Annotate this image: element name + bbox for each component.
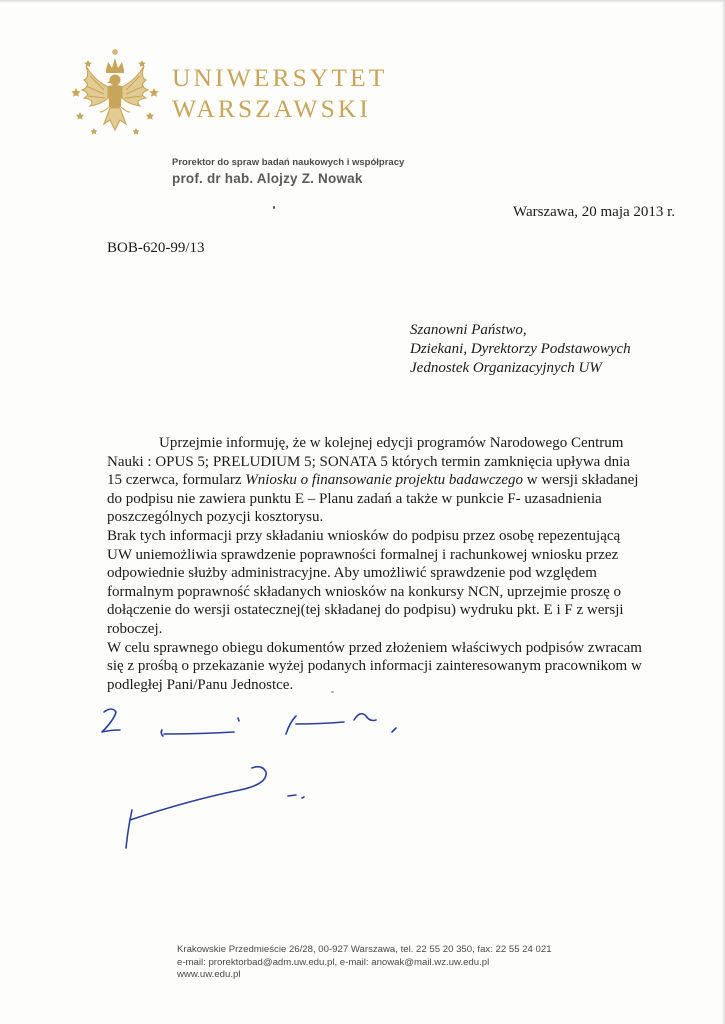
footer-address: Krakowskie Przedmieście 26/28, 00-927 Warszawa, tel. 22 55 20 350, fax: 22 55 24 021 xyxy=(177,944,552,955)
addressee-line: Szanowni Państwo, xyxy=(410,322,527,338)
addressee-line: Dziekani, Dyrektorzy Podstawowych xyxy=(410,341,631,357)
body-line xyxy=(107,471,639,490)
footer-emails: e-mail: prorektorbad@adm.uw.edu.pl, e-mail: anowak@mail.wz.uw.edu.pl xyxy=(177,956,490,968)
scan-speck xyxy=(273,206,275,209)
letter-footer xyxy=(177,944,552,982)
university-name-line1: UNIWERSYTET xyxy=(172,63,388,92)
body-line: roboczej. xyxy=(107,620,163,637)
addressee-line: Jednostek Organizacyjnych UW xyxy=(410,360,602,376)
reference-number: BOB-620-99/13 xyxy=(107,240,205,256)
body-line: odpowiednie służby administracyjne. Aby umożliwić sprawdzenie pod względem xyxy=(107,565,597,582)
addressee-block xyxy=(410,321,631,378)
footer-website: www.uw.edu.pl xyxy=(177,969,241,981)
scan-edge xyxy=(0,0,725,3)
body-line: Nauki : OPUS 5; PRELUDIUM 5; SONATA 5 których termin zamknięcia upływa dnia xyxy=(107,453,630,470)
prorector-name: prof. dr hab. Alojzy Z. Nowak xyxy=(172,171,363,186)
body-line: podległej Pani/Panu Jednostce. xyxy=(107,676,294,693)
crowned-eagle-emblem-icon xyxy=(64,40,166,144)
body-line: dołączenie do wersji ostatecznej(tej składanej do podpisu) wydruku pkt. E i F z wersji xyxy=(107,602,624,619)
handwritten-signature-icon xyxy=(90,700,430,860)
letter-date: Warszawa, 20 maja 2013 r. xyxy=(513,204,676,220)
body-line: się z prośbą o przekazanie wyżej podanych informacji zainteresowanym pracownikom w xyxy=(107,658,642,675)
university-name xyxy=(172,62,387,124)
university-name-line2: WARSZAWSKI xyxy=(172,94,371,123)
body-line: W celu sprawnego obiegu dokumentów przed złożeniem właściwych podpisów zwracam xyxy=(107,639,642,656)
body-line: do podpisu nie zawiera punktu E – Planu zadań a także w punkcie F- uzasadnienia xyxy=(107,490,602,507)
body-line: formalnym poprawność składanych wniosków na konkursy NCN, uprzejmie proszę o xyxy=(107,583,622,600)
body-line: Uprzejmie informuję, że w kolejnej edycji programów Narodowego Centrum xyxy=(159,435,624,451)
application-form-title: Wniosku o finansowanie projektu badawczego xyxy=(245,472,524,489)
body-text-span: 15 czerwca, formularz xyxy=(107,472,246,489)
prorector-title: Prorektor do spraw badań naukowych i współpracy xyxy=(172,157,405,168)
body-line: poszczególnych pozycji kosztorysu. xyxy=(107,509,324,526)
body-text-span: w wersji składanej xyxy=(523,472,639,489)
body-line: Brak tych informacji przy składaniu wniosków do podpisu przez osobę repezentującą xyxy=(107,527,621,544)
body-line: UW uniemożliwia sprawdzenie poprawności formalnej i rachunkowej wniosku przez xyxy=(107,546,619,563)
letter-body xyxy=(107,434,642,694)
